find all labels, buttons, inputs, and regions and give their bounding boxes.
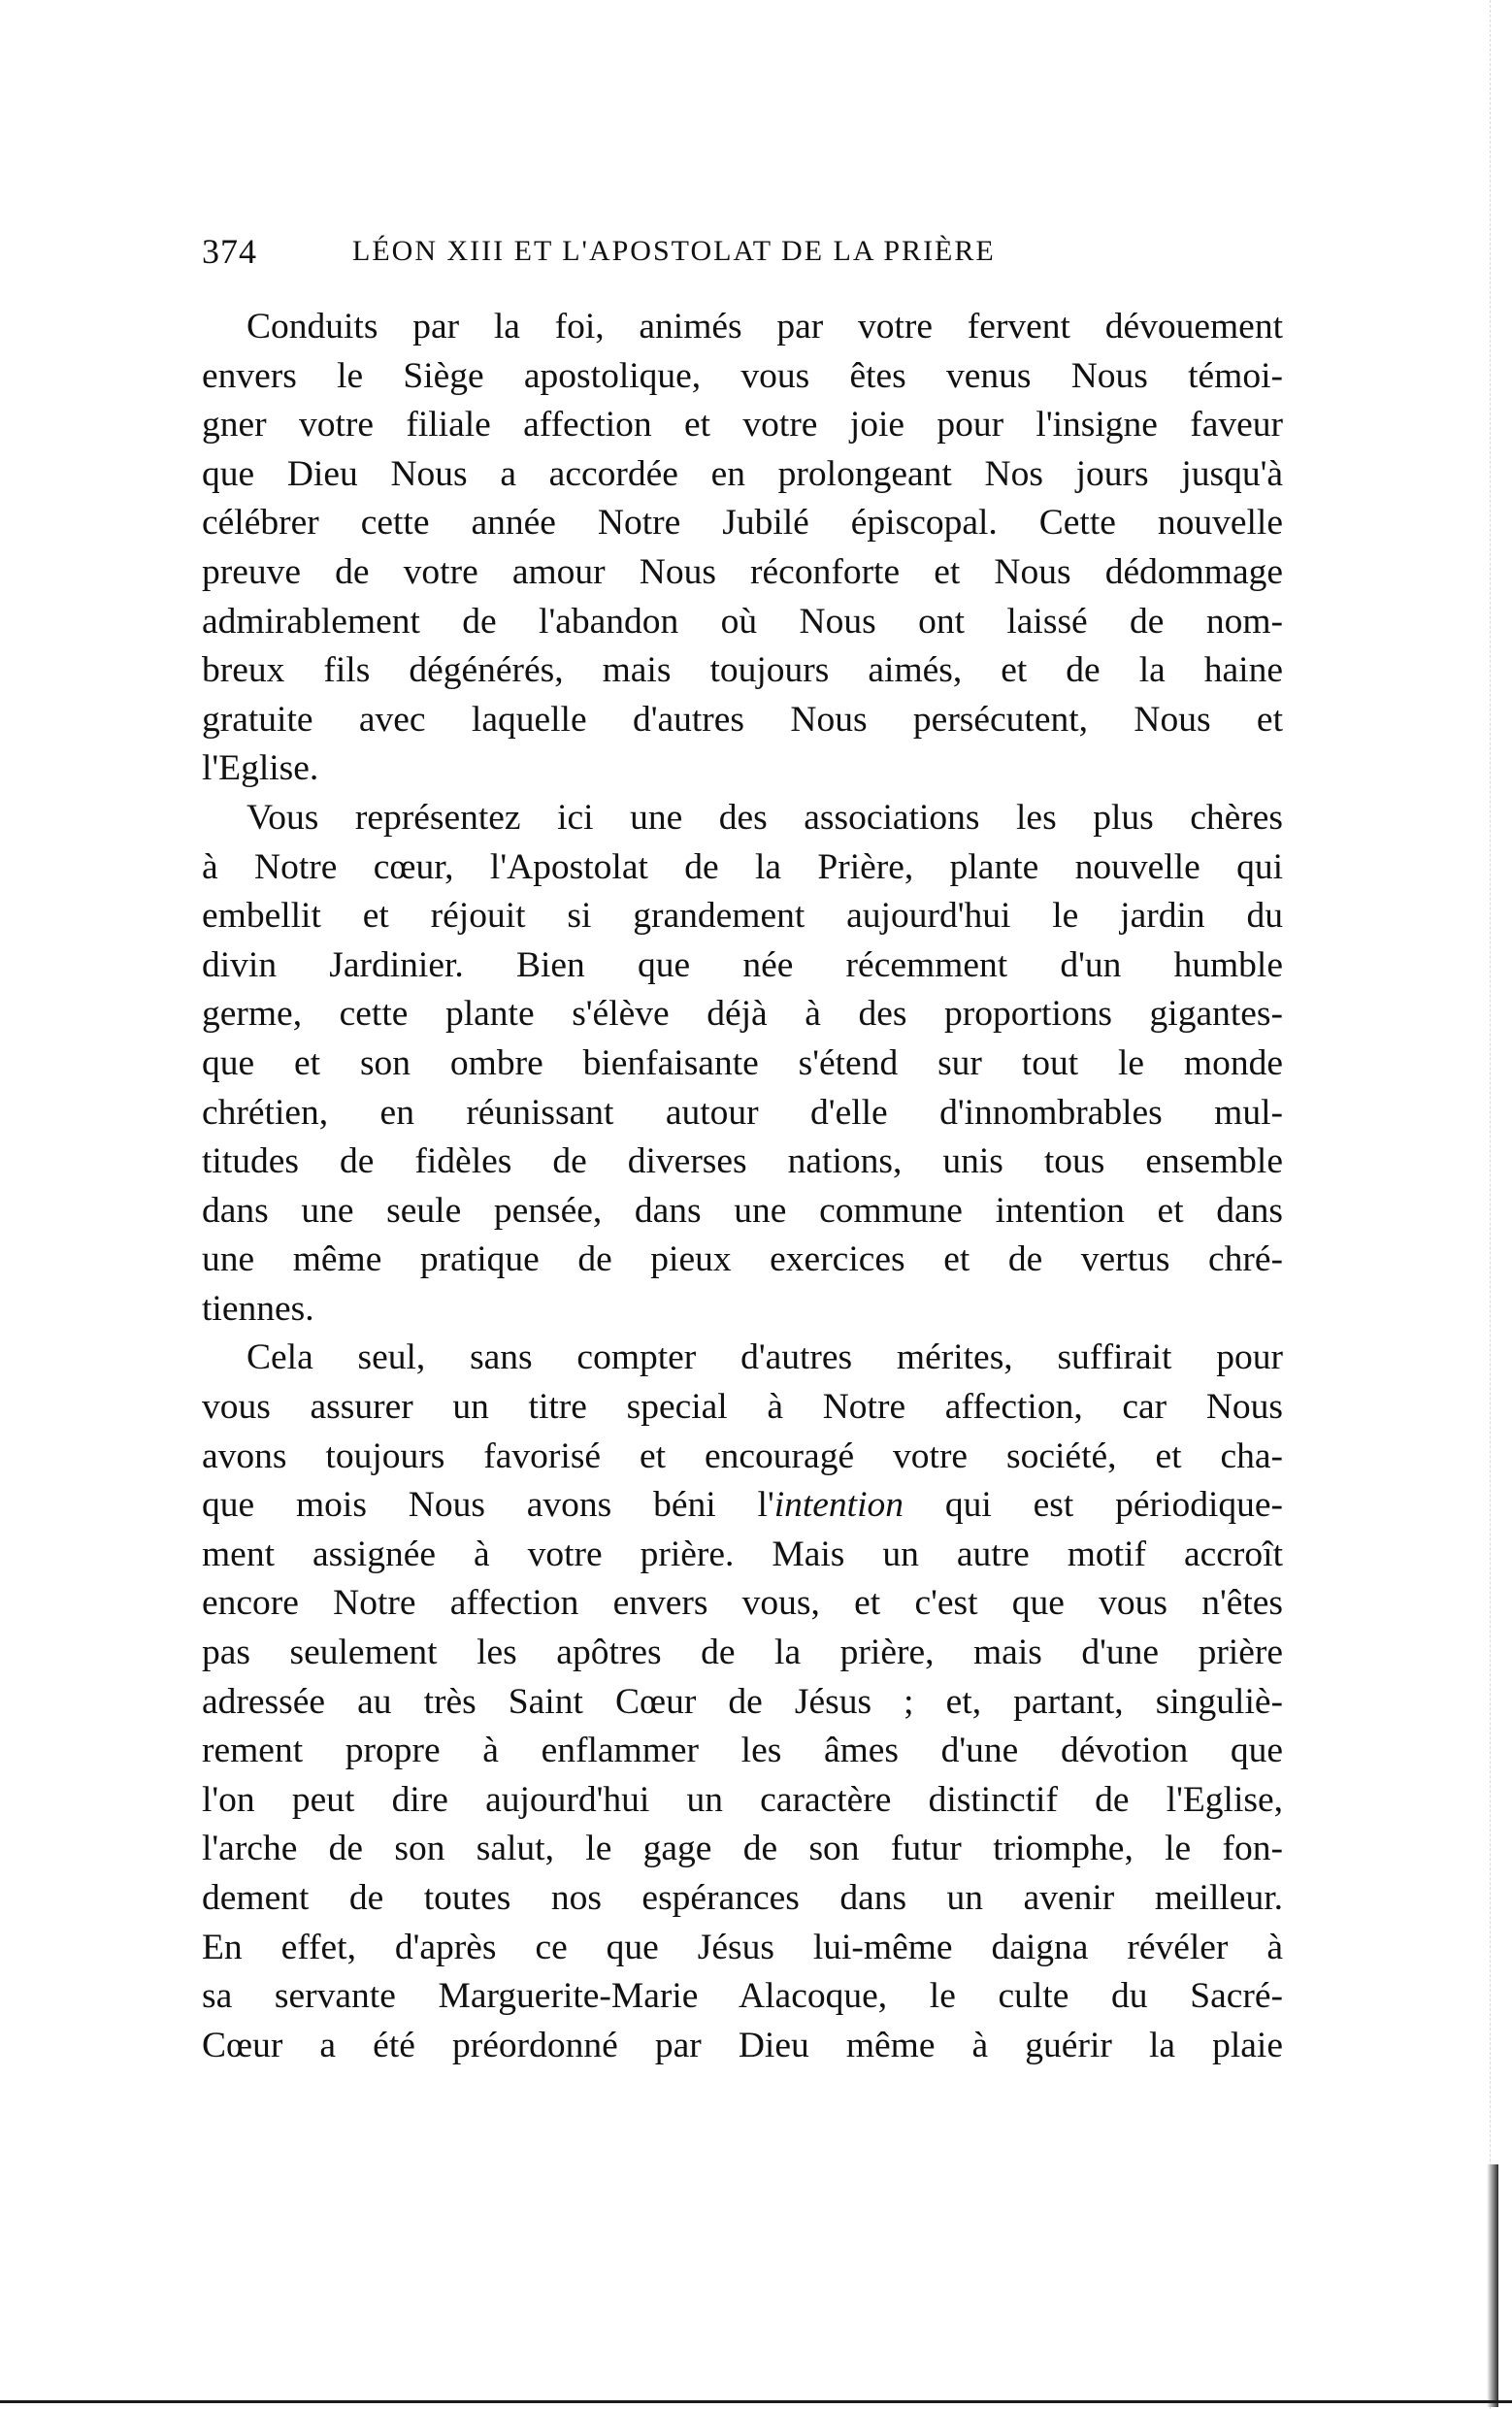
page-edge-shadow [1487, 2164, 1498, 2407]
bottom-edge-line [0, 2400, 1512, 2403]
text-line: l'on peut dire aujourd'hui un caractère distinctif de l'Eglise, [202, 1779, 1283, 1820]
text-line: adressée au très Saint Cœur de Jésus ; et, partant, singuliè- [202, 1681, 1283, 1722]
italic-word: intention [773, 1485, 904, 1526]
text-line: l'arche de son salut, le gage de son futur triomphe, le fon- [202, 1829, 1283, 1869]
running-head: LÉON XIII ET L'APOSTOLAT DE LA PRIÈRE [352, 235, 996, 267]
body-text [202, 303, 1283, 2070]
text-line: envers le Siège apostolique, vous êtes venus Nous témoi- [202, 355, 1283, 396]
text-line: sa servante Marguerite-Marie Alacoque, le culte du Sacré- [202, 1976, 1283, 2017]
text-line: germe, cette plante s'élève déjà à des proportions gigantes- [202, 994, 1283, 1035]
text-line-mixed [202, 1481, 1283, 1531]
text-line: Cœur a été préordonné par Dieu même à guérir la plaie [202, 2025, 1283, 2065]
text-line: Conduits par la foi, animés par votre fervent dévouement [247, 307, 1283, 346]
text-line: gratuite avec laquelle d'autres Nous persécutent, Nous et [202, 699, 1283, 740]
text-line: titudes de fidèles de diverses nations, unis tous ensemble [202, 1141, 1283, 1182]
text-line: chrétien, en réunissant autour d'elle d'innombrables mul- [202, 1092, 1283, 1133]
text-line: à Notre cœur, l'Apostolat de la Prière, plante nouvelle qui [202, 846, 1283, 887]
page-edge-artifact [1486, 0, 1491, 2409]
text-line: gner votre filiale affection et votre joie pour l'insigne faveur [202, 405, 1283, 446]
text-line: avons toujours favorisé et encouragé votre société, et cha- [202, 1436, 1283, 1476]
text-line: admirablement de l'abandon où Nous ont laissé de nom- [202, 601, 1283, 642]
text-line: dement de toutes nos espérances dans un avenir meilleur. [202, 1878, 1283, 1918]
text-line: breux fils dégénérés, mais toujours aimés, et de la haine [202, 650, 1283, 691]
text-line: une même pratique de pieux exercices et de vertus chré- [202, 1239, 1283, 1280]
text-segment: que mois Nous avons béni l' [202, 1485, 774, 1526]
text-line: Vous représentez ici une des associations les plus chères [247, 797, 1283, 838]
text-line: ment assignée à votre prière. Mais un autre motif accroît [202, 1534, 1283, 1574]
text-line: tiennes. [202, 1288, 314, 1329]
text-line: divin Jardinier. Bien que née récemment d'un humble [202, 944, 1283, 985]
text-line: que et son ombre bienfaisante s'étend sur tout le monde [202, 1042, 1283, 1083]
text-line: l'Eglise. [202, 748, 319, 789]
text-line: preuve de votre amour Nous réconforte et Nous dédommage [202, 551, 1283, 592]
text-line: pas seulement les apôtres de la prière, mais d'une prière [202, 1633, 1283, 1673]
text-segment: qui est périodique- [904, 1485, 1283, 1526]
text-line: rement propre à enflammer les âmes d'une dévotion que [202, 1731, 1283, 1771]
text-line: célébrer cette année Notre Jubilé épiscopal. Cette nouvelle [202, 503, 1283, 544]
text-line: Cela seul, sans compter d'autres mérites, suffirait pour [247, 1337, 1283, 1378]
text-line: dans une seule pensée, dans une commune intention et dans [202, 1190, 1283, 1231]
text-line: embellit et réjouit si grandement aujourd'hui le jardin du [202, 896, 1283, 937]
text-line: encore Notre affection envers vous, et c'est que vous n'êtes [202, 1583, 1283, 1624]
page-header [202, 231, 1289, 280]
text-line: que Dieu Nous a accordée en prolongeant Nos jours jusqu'à [202, 453, 1283, 494]
page-number: 374 [202, 232, 257, 271]
text-line: vous assurer un titre special à Notre affection, car Nous [202, 1387, 1283, 1428]
text-line: En effet, d'après ce que Jésus lui-même daigna révéler à [202, 1927, 1283, 1967]
